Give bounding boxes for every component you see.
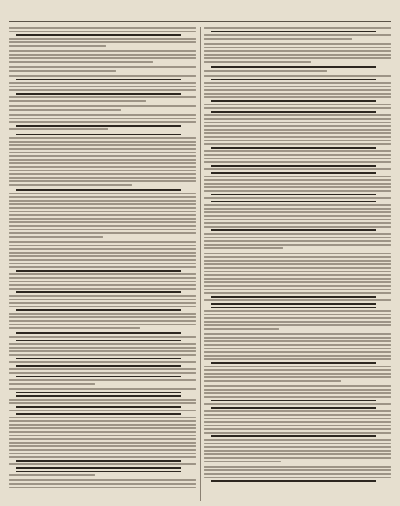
text-line [204,263,391,265]
text-line [16,365,181,367]
text-line [9,255,196,257]
text-line [204,136,391,138]
page-header [9,7,391,22]
text-line [9,229,196,231]
text-line [16,358,181,360]
text-line [204,86,391,88]
text-line [16,291,181,293]
text-line [9,38,196,40]
text-line [9,57,196,59]
text-line [9,354,196,356]
text-line [9,420,196,422]
text-line [9,284,196,286]
text-columns [9,27,391,501]
text-line [204,179,391,181]
text-line [204,253,391,255]
text-line [9,128,108,130]
text-line [204,54,391,56]
text-line [9,232,196,234]
text-line [9,180,196,182]
text-line [204,132,391,134]
text-line [211,100,376,102]
text-line [9,86,196,88]
text-line [204,369,391,371]
text-line [9,173,196,175]
text-line [9,388,196,390]
text-line [9,456,196,458]
text-line [204,93,391,95]
text-line [9,281,196,283]
text-line [16,189,181,191]
text-line [204,380,341,382]
text-line [9,196,196,198]
text-line [204,96,391,98]
text-line [204,168,391,170]
text-line [9,218,196,220]
text-line [9,410,196,412]
text-line [16,93,181,95]
text-line [9,61,153,63]
text-line [204,247,283,249]
text-line [9,114,196,116]
text-line [9,155,196,157]
text-line [211,296,376,298]
text-line [204,244,391,246]
text-line [204,385,391,387]
text-line [204,70,327,72]
text-line [9,75,196,77]
text-line [204,215,391,217]
text-line [204,351,391,353]
text-line [9,82,196,84]
text-line [9,306,196,308]
text-line [9,483,196,485]
text-line [9,200,196,202]
text-line [204,274,391,276]
text-line [204,446,391,448]
text-line [204,348,391,350]
text-line [9,361,196,363]
text-line [9,159,196,161]
text-line [204,82,391,84]
text-line [9,320,196,322]
text-line [204,260,391,262]
text-line [211,400,376,402]
text-line [16,340,181,342]
text-line [211,194,376,196]
text-line [204,289,391,291]
text-line [204,208,391,210]
text-line [9,225,196,227]
text-line [9,288,196,290]
text-line [9,214,196,216]
text-line [16,406,181,408]
text-line [9,435,196,437]
text-line [211,362,376,364]
text-line [9,50,196,52]
text-line [204,158,391,160]
text-line [204,421,391,423]
text-line [204,428,391,430]
text-line [9,109,121,111]
text-line [9,449,196,451]
text-line [204,425,391,427]
text-line [204,197,391,199]
text-line [204,154,391,156]
text-line [204,310,391,312]
text-line [204,211,391,213]
text-line [204,389,391,391]
text-line [9,184,132,186]
text-line [9,347,196,349]
text-line [211,66,376,68]
text-line [211,165,376,167]
text-line [204,450,391,452]
text-line [16,125,181,127]
text-line [204,373,391,375]
text-line [9,487,196,489]
text-line [9,252,196,254]
text-line [9,211,196,213]
text-line [204,271,391,273]
text-line [16,134,181,136]
text-line [9,438,196,440]
text-line [204,285,391,287]
text-line [9,236,103,238]
text-line [204,204,391,206]
text-line [9,100,146,102]
text-line [204,161,391,163]
text-line [9,445,196,447]
text-line [204,358,391,360]
text-line [9,144,196,146]
right-column [204,27,391,501]
text-line [211,303,376,305]
text-line [9,372,196,374]
text-line [204,457,391,459]
text-line [204,432,391,434]
text-line [204,190,391,192]
text-line [204,61,311,63]
text-line [9,162,196,164]
text-line [204,278,391,280]
text-line [204,355,391,357]
text-line [9,96,196,98]
text-line [204,292,391,294]
text-line [204,469,391,471]
text-line [204,129,391,131]
text-line [204,453,391,455]
text-line [9,453,196,455]
text-line [9,343,196,345]
text-line [204,477,391,479]
text-line [204,183,391,185]
text-line [9,166,196,168]
text-line [211,480,376,482]
text-line [204,256,391,258]
text-line [204,125,391,127]
text-line [9,118,196,120]
text-line [204,314,391,316]
text-line [9,66,196,68]
text-line [9,27,196,29]
text-line [204,392,391,394]
text-line [211,147,376,149]
text-line [204,366,391,368]
text-line [9,277,196,279]
text-line [204,321,391,323]
text-line [9,105,196,107]
column-divider [200,27,201,501]
text-line [9,266,196,268]
text-line [9,324,196,326]
text-line [204,226,391,228]
text-line [204,461,281,463]
text-line [16,309,181,311]
text-line [16,34,181,36]
text-line [211,435,376,437]
text-line [204,299,391,301]
text-line [9,302,196,304]
text-line [9,137,196,139]
text-line [9,431,196,433]
text-line [204,418,391,420]
text-line [16,467,181,469]
text-line [204,466,391,468]
text-line [204,27,391,29]
text-line [16,460,181,462]
text-line [211,307,376,309]
text-line [9,152,196,154]
text-line [16,270,181,272]
text-line [9,203,196,205]
text-line [204,122,391,124]
text-line [204,267,391,269]
text-line [9,121,196,123]
text-line [9,350,196,352]
text-line [16,392,181,394]
text-line [9,263,196,265]
text-line [9,474,95,476]
text-line [9,241,196,243]
text-line [9,463,196,465]
text-line [9,177,196,179]
text-line [204,222,391,224]
text-line [9,70,116,72]
text-line [9,295,196,297]
text-line [204,89,391,91]
text-line [204,403,391,405]
text-line [204,176,391,178]
text-line [16,395,181,397]
text-line [9,479,196,481]
text-line [211,229,376,231]
text-line [9,379,196,381]
text-line [204,233,391,235]
text-line [204,75,391,77]
text-line [211,79,376,81]
text-line [204,57,391,59]
text-line [204,414,391,416]
text-line [9,327,140,329]
text-line [204,140,391,142]
text-line [9,299,196,301]
text-line [9,248,196,250]
text-line [9,221,196,223]
text-line [211,31,376,33]
text-line [204,186,391,188]
text-line [16,471,181,473]
text-line [204,324,391,326]
text-line [204,143,391,145]
text-line [204,328,279,330]
text-line [9,89,196,91]
text-line [211,111,376,113]
text-line [204,43,391,45]
text-line [204,410,391,412]
text-line [16,413,181,415]
text-line [204,104,391,106]
text-line [9,31,196,33]
text-line [9,45,106,47]
text-line [9,41,196,43]
text-line [9,424,196,426]
text-line [9,399,196,401]
text-line [204,340,391,342]
left-column [9,27,196,501]
text-line [204,337,391,339]
text-line [9,417,196,419]
text-line [204,376,391,378]
text-line [9,170,196,172]
text-line [9,383,95,385]
text-line [211,201,376,203]
text-line [16,79,181,81]
text-line [204,150,391,152]
text-line [204,439,391,441]
text-line [9,259,196,261]
text-line [211,172,376,174]
text-line [9,427,196,429]
text-line [204,114,391,116]
text-line [204,240,391,242]
text-line [204,333,391,335]
text-line [9,336,196,338]
text-line [9,141,196,143]
text-line [9,368,196,370]
text-line [9,313,196,315]
text-line [9,402,196,404]
text-line [9,442,196,444]
text-line [204,443,391,445]
text-line [204,107,391,109]
text-line [204,50,391,52]
text-line [204,473,391,475]
text-line [9,148,196,150]
text-line [204,38,352,40]
text-line [204,237,391,239]
text-line [9,245,196,247]
text-line [204,281,391,283]
text-line [9,54,196,56]
text-line [204,396,391,398]
text-line [204,219,391,221]
text-line [9,273,196,275]
text-line [9,207,196,209]
text-line [9,316,196,318]
text-line [204,47,391,49]
text-line [16,376,181,378]
text-line [211,407,376,409]
text-line [204,118,391,120]
text-line [16,332,181,334]
text-line [204,317,391,319]
text-line [9,193,196,195]
text-line [204,34,391,36]
text-line [204,344,391,346]
